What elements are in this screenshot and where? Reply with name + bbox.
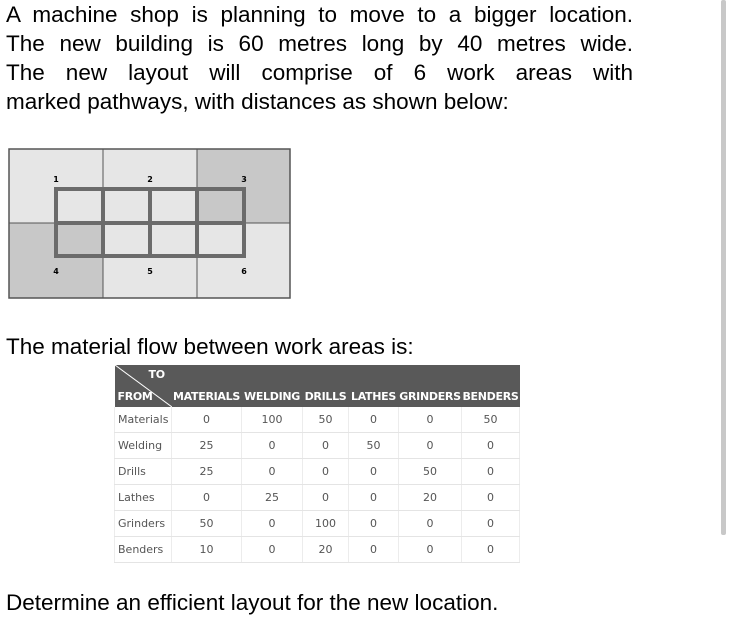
area-label: 4 <box>53 267 59 276</box>
table-cell: 0 <box>242 459 303 485</box>
table-row <box>115 407 520 433</box>
intro-line: A machine shop is planning to move to a bigger location. <box>6 2 633 27</box>
row-label: Welding <box>115 433 172 459</box>
table-cell: 0 <box>172 407 242 433</box>
table-cell: 0 <box>349 407 399 433</box>
from-to-corner <box>115 365 172 407</box>
table-cell: 50 <box>399 459 462 485</box>
column-header: BENDERS <box>462 365 520 407</box>
area-label: 6 <box>241 267 247 276</box>
table-cell: 0 <box>349 485 399 511</box>
table-cell: 50 <box>462 407 520 433</box>
column-header: MATERIALS <box>172 365 242 407</box>
table-row <box>115 459 520 485</box>
table-cell: 100 <box>303 511 349 537</box>
table-cell: 25 <box>172 433 242 459</box>
row-label: Materials <box>115 407 172 433</box>
table-cell: 0 <box>399 433 462 459</box>
table-cell: 0 <box>462 433 520 459</box>
table-cell: 20 <box>399 485 462 511</box>
table-cell: 0 <box>462 511 520 537</box>
row-label: Drills <box>115 459 172 485</box>
table-cell: 20 <box>303 537 349 563</box>
column-header: GRINDERS <box>399 365 462 407</box>
intro-line: The new building is 60 metres long by 40 metres wide. <box>6 31 633 56</box>
column-header: DRILLS <box>303 365 349 407</box>
intro-line: marked pathways, with distances as shown below: <box>6 89 509 114</box>
table-cell: 0 <box>399 407 462 433</box>
table-cell: 50 <box>172 511 242 537</box>
table-row <box>115 537 520 563</box>
table-cell: 0 <box>462 537 520 563</box>
table-row <box>115 485 520 511</box>
table-cell: 0 <box>349 459 399 485</box>
from-label: FROM <box>117 390 153 403</box>
table-cell: 0 <box>462 485 520 511</box>
column-header: WELDING <box>242 365 303 407</box>
table-header-row <box>115 365 520 407</box>
scrollbar[interactable] <box>721 0 726 535</box>
table-cell: 50 <box>349 433 399 459</box>
row-label: Grinders <box>115 511 172 537</box>
table-cell: 0 <box>399 511 462 537</box>
table-cell: 0 <box>349 537 399 563</box>
layout-diagram <box>8 148 291 299</box>
table-row <box>115 433 520 459</box>
table-cell: 0 <box>462 459 520 485</box>
table-cell: 50 <box>303 407 349 433</box>
table-cell: 10 <box>172 537 242 563</box>
to-label: TO <box>148 368 165 381</box>
table-cell: 0 <box>303 433 349 459</box>
table-cell: 100 <box>242 407 303 433</box>
table-cell: 0 <box>242 537 303 563</box>
column-header: LATHES <box>349 365 399 407</box>
area-label: 3 <box>241 175 247 184</box>
closing-question: Determine an efficient layout for the new location. <box>6 590 499 615</box>
row-label: Benders <box>115 537 172 563</box>
area-label: 5 <box>147 267 153 276</box>
material-flow-table <box>114 365 520 563</box>
area-label: 2 <box>147 175 153 184</box>
flow-heading: The material flow between work areas is: <box>6 334 414 359</box>
table-cell: 0 <box>303 485 349 511</box>
intro-line: The new layout will comprise of 6 work areas with <box>6 60 633 85</box>
row-label: Lathes <box>115 485 172 511</box>
table-cell: 0 <box>242 433 303 459</box>
table-cell: 0 <box>399 537 462 563</box>
table-cell: 0 <box>172 485 242 511</box>
problem-intro <box>6 0 633 116</box>
table-cell: 25 <box>242 485 303 511</box>
table-row <box>115 511 520 537</box>
table-cell: 0 <box>349 511 399 537</box>
area-label: 1 <box>53 175 59 184</box>
table-cell: 0 <box>303 459 349 485</box>
table-cell: 25 <box>172 459 242 485</box>
table-cell: 0 <box>242 511 303 537</box>
